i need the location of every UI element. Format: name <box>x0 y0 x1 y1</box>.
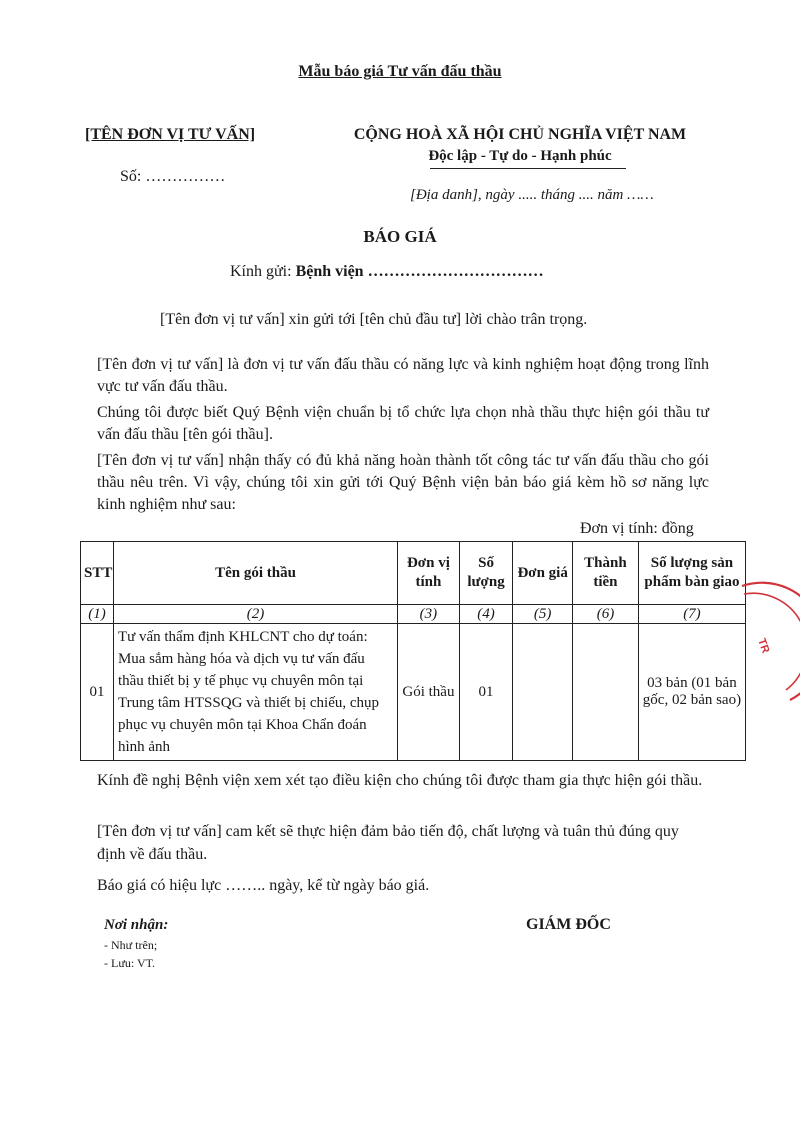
cell-unit-price <box>513 624 573 761</box>
recipients-item: - Như trên; <box>104 938 158 952</box>
index-cell: (4) <box>459 605 513 624</box>
table-index-row <box>81 605 746 624</box>
closing-paragraph-1: Kính đề nghị Bệnh viện xem xét tạo điều kiện cho chúng tôi được tham gia thực hiện gói thầu. <box>97 772 703 789</box>
closing-paragraph-3: Báo giá có hiệu lực …….. ngày, kể từ ngày báo giá. <box>97 877 430 894</box>
recipients-item: - Lưu: VT. <box>104 956 156 970</box>
motto-underline <box>430 168 626 169</box>
cell-package-name: Tư vấn thẩm định KHLCNT cho dự toán: Mua sắm hàng hóa và dịch vụ tư vấn đấu thầu thiết bị y tế phục vụ chuyên môn tại Trung tâm HTSSQG và thiết bị chiếu, chụp phục vụ chuyên môn tại Khoa Chẩn đoán hình ảnh <box>113 624 397 761</box>
table-header-row <box>81 542 746 605</box>
index-cell: (3) <box>398 605 460 624</box>
index-cell: (6) <box>573 605 639 624</box>
index-cell: (2) <box>113 605 397 624</box>
red-stamp <box>738 578 800 708</box>
body-paragraph-3: [Tên đơn vị tư vấn] nhận thấy có đủ khả năng hoàn thành tốt công tác tư vấn đấu thầu cho gói thầu nêu trên. Vì vậy, chúng tôi xin gửi tới Quý Bệnh viện bản báo giá kèm hồ sơ năng lực kinh nghiệm như sau: <box>97 452 709 513</box>
recipient-name: Bệnh viện …………………………… <box>295 263 544 280</box>
currency-unit-note: Đơn vị tính: đồng <box>580 520 694 537</box>
cell-unit: Gói thầu <box>398 624 460 761</box>
stamp-text: TR <box>755 636 772 655</box>
header-stt: STT <box>81 542 114 605</box>
signer-title: GIÁM ĐỐC <box>526 916 611 933</box>
stamp-outer-ring <box>742 583 800 700</box>
body-paragraph-2: Chúng tôi được biết Quý Bệnh viện chuẩn bị tổ chức lựa chọn nhà thầu thực hiện gói thầu tư vấn đấu thầu [tên gói thầu]. <box>97 404 709 443</box>
document-number: Số: …………… <box>120 168 226 185</box>
recipients-title: Nơi nhận: <box>104 917 169 933</box>
stamp-inner-ring <box>744 593 800 690</box>
body-paragraph-1: [Tên đơn vị tư vấn] là đơn vị tư vấn đấu thầu có năng lực và kinh nghiệm hoạt động trong lĩnh vực tư vấn đấu thầu. <box>97 356 709 395</box>
cell-deliverables: 03 bản (01 bản gốc, 02 bản sao) <box>638 624 745 761</box>
header-quantity: Số lượng <box>459 542 513 605</box>
header-package-name: Tên gói thầu <box>113 542 397 605</box>
cell-quantity: 01 <box>459 624 513 761</box>
document-title: BÁO GIÁ <box>363 227 437 246</box>
quotation-table <box>80 541 746 761</box>
index-cell: (5) <box>513 605 573 624</box>
recipient-line <box>230 263 544 281</box>
form-title: Mẫu báo giá Tư vấn đấu thầu <box>298 63 502 80</box>
place-date: [Địa danh], ngày ..... tháng .... năm …… <box>410 187 654 203</box>
index-cell: (7) <box>638 605 745 624</box>
greeting: [Tên đơn vị tư vấn] xin gửi tới [tên chủ đầu tư] lời chào trân trọng. <box>160 311 588 328</box>
index-cell: (1) <box>81 605 114 624</box>
national-motto: Độc lập - Tự do - Hạnh phúc <box>428 148 612 164</box>
table-row <box>81 624 746 761</box>
consultant-org-name: [TÊN ĐƠN VỊ TƯ VẤN] <box>85 126 256 143</box>
header-unit: Đơn vị tính <box>398 542 460 605</box>
header-unit-price: Đơn giá <box>513 542 573 605</box>
closing-paragraph-2: [Tên đơn vị tư vấn] cam kết sẽ thực hiện đảm bảo tiến độ, chất lượng và tuân thủ đúng quy định về đấu thầu. <box>97 823 679 863</box>
header-deliverables: Số lượng sản phẩm bàn giao <box>638 542 745 605</box>
national-title: CỘNG HOÀ XÃ HỘI CHỦ NGHĨA VIỆT NAM <box>353 126 687 143</box>
recipient-prefix: Kính gửi: <box>230 263 296 280</box>
cell-amount <box>573 624 639 761</box>
header-amount: Thành tiền <box>573 542 639 605</box>
cell-stt: 01 <box>81 624 114 761</box>
